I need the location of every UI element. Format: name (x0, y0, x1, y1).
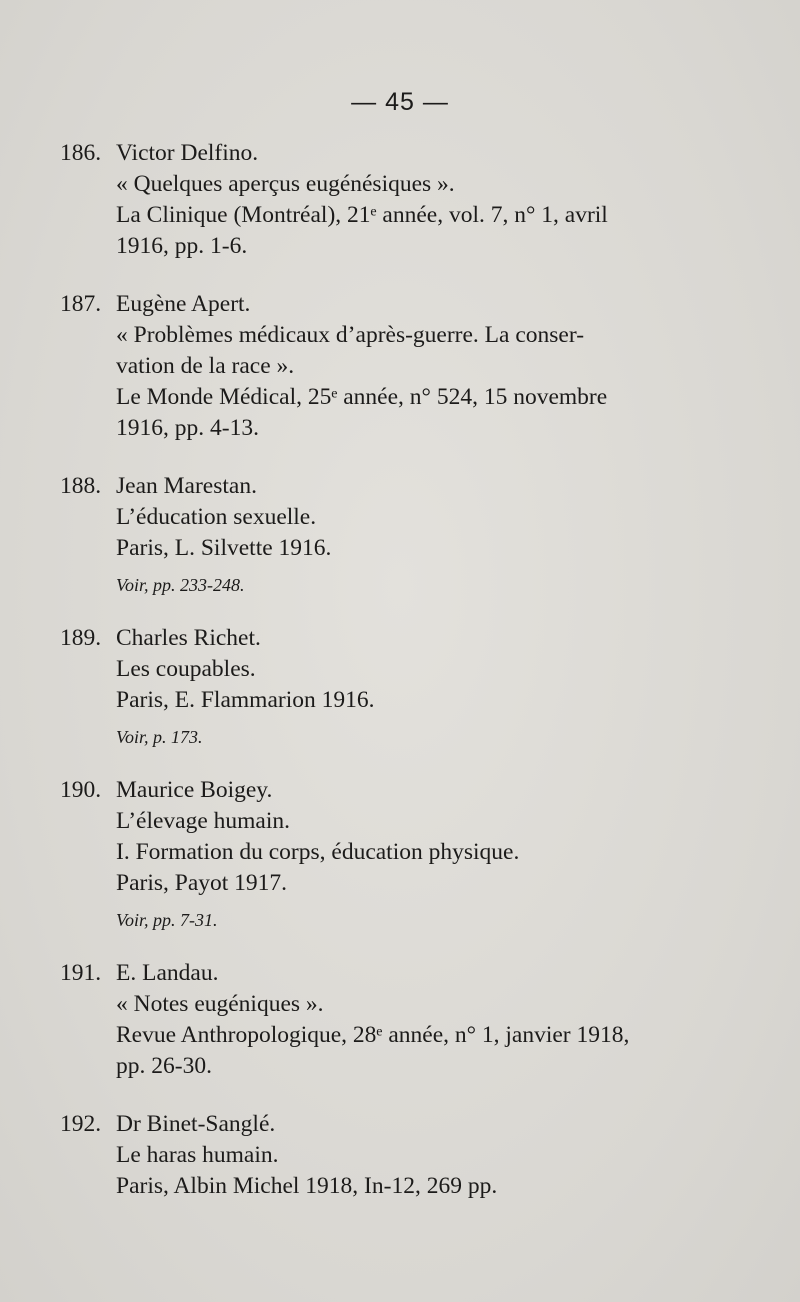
entry-line: pp. 26-30. (116, 1053, 212, 1079)
bibliography-entry (60, 958, 740, 1082)
entry-line: Paris, L. Silvette 1916. (116, 535, 332, 561)
entry-line: L’élevage humain. (116, 808, 291, 834)
entry-line: 1916, pp. 4-13. (116, 415, 259, 441)
entry-number: 187. (60, 291, 102, 317)
entry-line: « Quelques aperçus eugénésiques ». (116, 171, 455, 197)
entry-line: Jean Marestan. (116, 473, 257, 499)
entry-line: Dr Binet-Sanglé. (116, 1111, 276, 1137)
entry-line: Le haras humain. (116, 1142, 279, 1168)
page-number: — 45 — (351, 88, 449, 116)
entry-line: Maurice Boigey. (116, 777, 273, 803)
entry-line: La Clinique (Montréal), 21ᵉ année, vol. 7, n° 1, avril (116, 202, 608, 228)
entry-note: Voir, pp. 7-31. (116, 910, 218, 930)
entry-line: Paris, Albin Michel 1918, In-12, 269 pp. (116, 1173, 498, 1199)
entry-number: 188. (60, 473, 102, 499)
entry-line: Charles Richet. (116, 625, 261, 651)
entry-line: « Notes eugéniques ». (116, 991, 324, 1017)
entry-number: 191. (60, 960, 102, 986)
entry-line: Paris, E. Flammarion 1916. (116, 687, 375, 713)
entry-line: vation de la race ». (116, 353, 295, 379)
entry-line: Revue Anthropologique, 28ᵉ année, n° 1, janvier 1918, (116, 1022, 630, 1048)
entry-number: 190. (60, 777, 102, 803)
bibliography-entry (60, 289, 740, 444)
entry-line: E. Landau. (116, 960, 219, 986)
entry-number: 192. (60, 1111, 102, 1137)
entry-note: Voir, p. 173. (116, 727, 203, 747)
entry-number: 186. (60, 140, 102, 166)
entry-line: L’éducation sexuelle. (116, 504, 317, 530)
entry-line: I. Formation du corps, éducation physique. (116, 839, 520, 865)
bibliography-entry (60, 138, 740, 262)
entry-line: « Problèmes médicaux d’après-guerre. La conser- (116, 322, 585, 348)
bibliography-list (60, 138, 740, 1229)
bibliography-entry (60, 471, 740, 596)
entry-line: 1916, pp. 1-6. (116, 233, 248, 259)
bibliography-entry (60, 1109, 740, 1202)
entry-number: 189. (60, 625, 102, 651)
entry-line: Paris, Payot 1917. (116, 870, 288, 896)
bibliography-entry (60, 623, 740, 748)
entry-line: Victor Delfino. (116, 140, 259, 166)
entry-line: Le Monde Médical, 25ᵉ année, n° 524, 15 novembre (116, 384, 608, 410)
entry-line: Eugène Apert. (116, 291, 251, 317)
entry-note: Voir, pp. 233-248. (116, 575, 245, 595)
bibliography-entry (60, 775, 740, 931)
entry-line: Les coupables. (116, 656, 256, 682)
